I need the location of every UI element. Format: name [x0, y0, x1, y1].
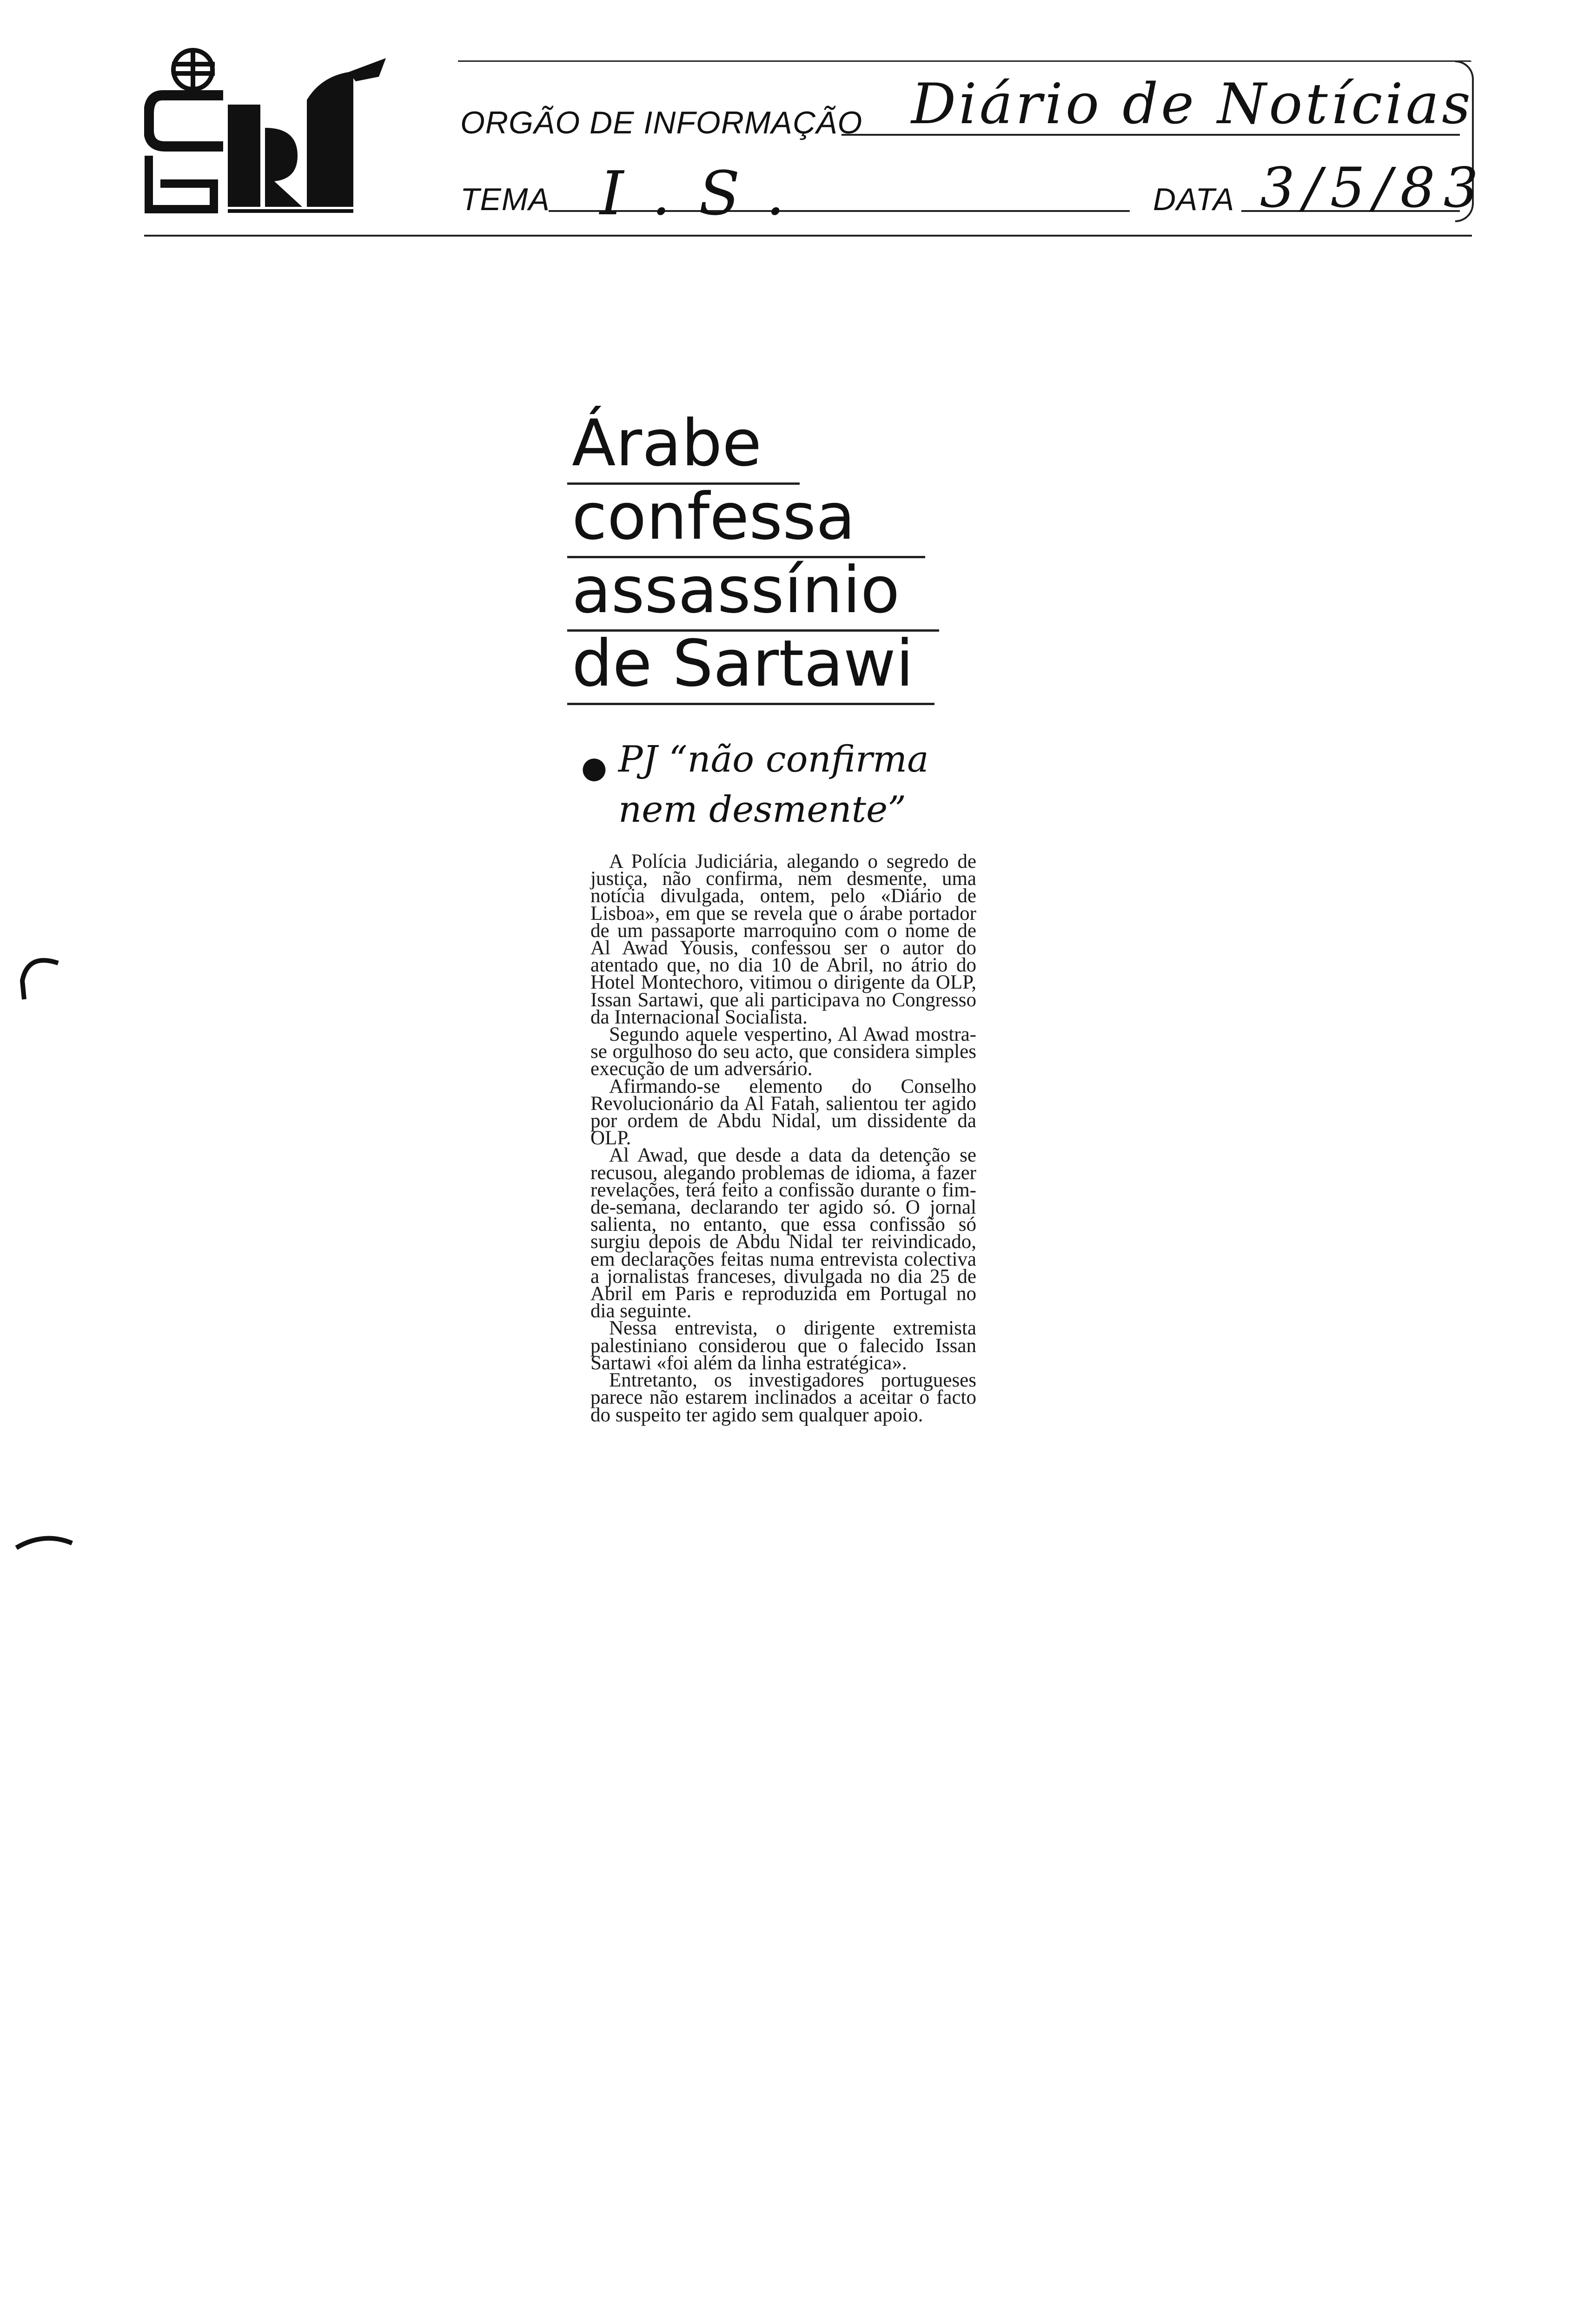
article-headline — [572, 406, 990, 705]
binding-hole-mark — [12, 1529, 77, 1559]
orgao-handwritten-value: Diário de Notícias — [911, 72, 1473, 137]
article-paragraph: Segundo aquele vespertino, Al Awad mostra-se orgulhoso do seu acto, que considera simples execução de um adversário. — [590, 1023, 976, 1080]
data-handwritten-value: 3/5/83 — [1260, 156, 1487, 220]
headline-line — [572, 406, 990, 485]
headline-rule — [567, 703, 934, 705]
data-label: DATA — [1153, 182, 1235, 217]
article-subtitle — [581, 734, 1000, 835]
agency-logo — [144, 44, 423, 221]
article-paragraph: Al Awad, que desde a data da detenção se recusou, alegando problemas de idioma, a fazer revelações, terá feito a confissão durante o fim-de-semana, declarando ter agido só. O jornal salienta, no entanto, que essa confissão só surgiu depois de Abdu Nidal ter reivindicado, em declarações feitas numa entrevista colectiva a jornalistas franceses, divulgada no dia 25 de Abril em Paris e reproduzida em Portugal no dia seguinte. — [590, 1144, 976, 1322]
headline-text: de Sartawi — [572, 626, 914, 701]
header-separator — [144, 235, 1472, 237]
headline-text: confessa — [572, 479, 855, 554]
tema-handwritten-value: I.S. — [600, 158, 813, 229]
headline-text: Árabe — [572, 406, 762, 481]
article-paragraph: Entretanto, os investigadores portugueses parece não estarem inclinados a aceitar o facto do suspeito ter agido sem qualquer apoio. — [590, 1369, 976, 1426]
binding-hole-mark — [14, 953, 65, 1011]
headline-text: assassínio — [572, 553, 900, 627]
headline-line — [572, 553, 990, 632]
subtitle-line-1: PJ “não confirma — [618, 739, 929, 780]
article-body — [590, 853, 976, 1424]
headline-line — [572, 626, 990, 705]
headline-line — [572, 479, 990, 558]
subtitle-line-2: nem desmente” — [618, 789, 907, 831]
bullet-icon: ● — [581, 751, 607, 785]
article-paragraph: Afirmando-se elemento do Conselho Revolucionário da Al Fatah, salientou ter agido por ordem de Abdu Nidal, um dissidente da OLP. — [590, 1075, 976, 1149]
article-paragraph: A Polícia Judiciária, alegando o segredo de justiça, não confirma, nem desmente, uma notícia divulgada, ontem, pelo «Diário de Lisboa», em que se revela que o árabe portador de um passaporte marroquino com o nome de Al Awad Yousis, confessou ser o autor do atentado que, no dia 10 de Abril, no átrio do Hotel Montechoro, vitimou o dirigente da OLP, Issan Sartawi, que ali participava no Congresso da Internacional Socialista. — [590, 851, 976, 1028]
orgao-label: ORGÃO DE INFORMAÇÃO — [460, 105, 863, 140]
tema-label: TEMA — [460, 182, 550, 217]
article-paragraph: Nessa entrevista, o dirigente extremista palestiniano considerou que o falecido Issan Sartawi «foi além da linha estratégica». — [590, 1317, 976, 1374]
header-frame-top — [458, 60, 1471, 62]
